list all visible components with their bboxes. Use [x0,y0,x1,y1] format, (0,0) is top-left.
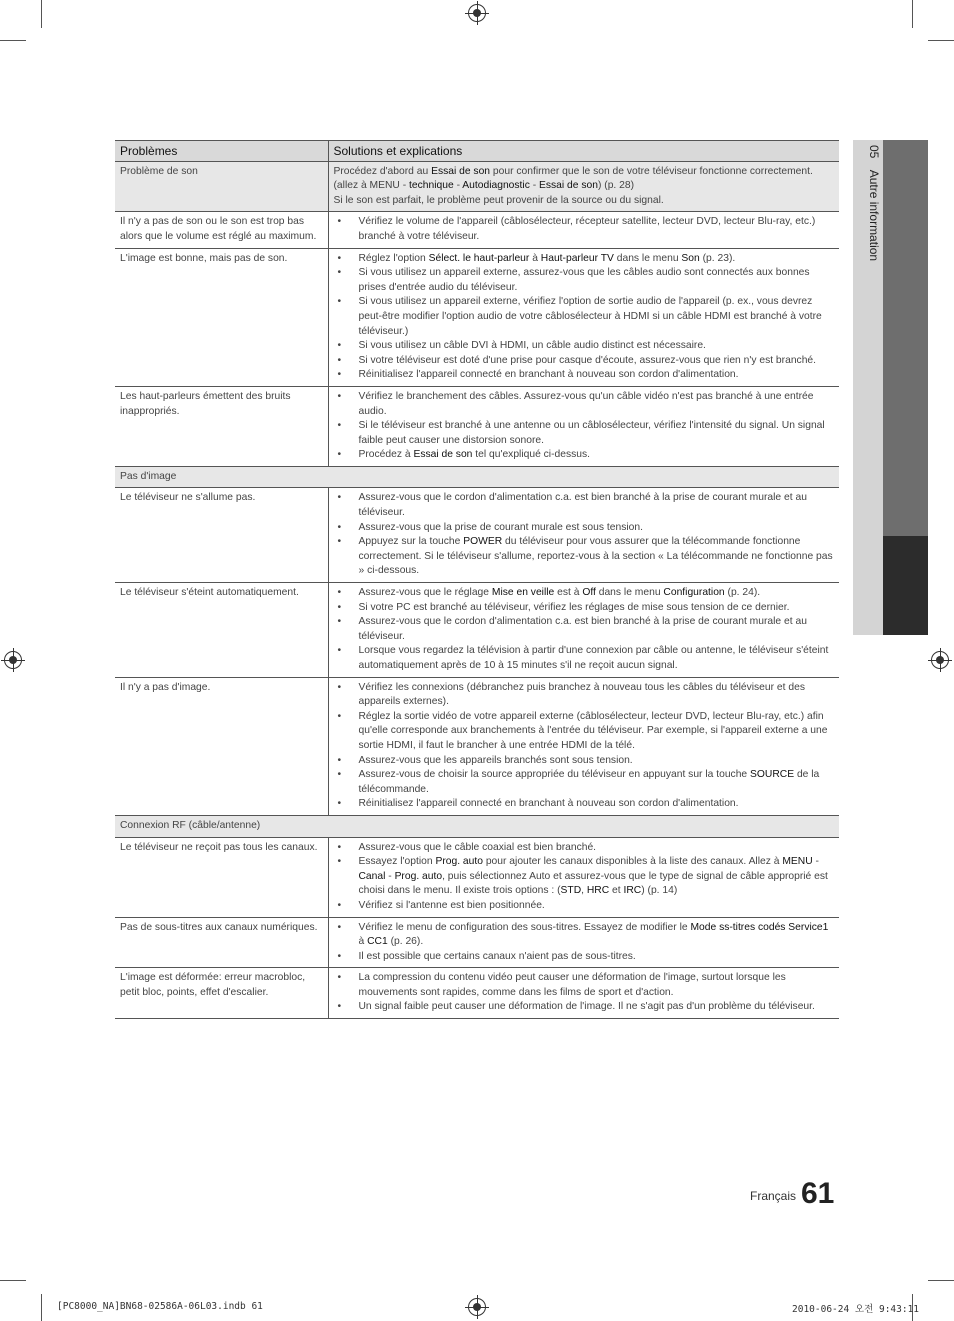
problem-cell: Les haut-parleurs émettent des bruits inappropriés. [115,386,328,466]
solution-bullet: • Procédez à Essai de son tel qu'expliqué ci-dessus. [334,448,834,463]
table-row [115,677,839,815]
problem-cell: Il n'y a pas d'image. [115,677,328,815]
solution-bullet: • Vérifiez si l'antenne est bien positionnée. [334,899,834,914]
solution-bullet: • Réglez l'option Sélect. le haut-parleur à Haut-parleur TV dans le menu Son (p. 23). [334,252,834,267]
solution-bullet: • Appuyez sur la touche POWER du téléviseur pour vous assurer que la télécommande fonctionne correctement. Si le téléviseur s'allume, reportez-vous à la section « La télécommande ne fonctionne pas » ci-dessous. [334,535,834,579]
crop-mark [0,1280,26,1281]
table-row [115,583,839,678]
solution-bullet: • Il est possible que certains canaux n'aient pas de sous-titres. [334,950,834,965]
page-number: 61 [801,1177,835,1210]
solution-bullet: • Essayez l'option Prog. auto pour ajouter les canaux disponibles à la liste des canaux. Allez à MENU - Canal - Prog. auto, puis sélectionnez Auto et assurez-vous que le type de signal de câble approprié est choisi dans le menu. Il existe trois options : (STD, HRC et IRC) (p. 14) [334,855,834,899]
section-row [115,815,839,837]
problem-cell: L'image est déformée: erreur macrobloc, petit bloc, points, effet d'escalier. [115,968,328,1019]
solution-cell [328,386,839,466]
header-solutions: Solutions et explications [328,141,839,162]
crop-mark [41,1294,42,1321]
solution-cell [328,212,839,248]
solution-bullet: • Assurez-vous de choisir la source appropriée du téléviseur en appuyant sur la touche SOURCE de la télécommande. [334,768,834,797]
solution-cell [328,917,839,968]
solution-bullet: • Vérifiez les connexions (débranchez puis branchez à nouveau tous les câbles du téléviseur et des appareils externes). [334,681,834,710]
table-row [115,917,839,968]
solution-text: Procédez d'abord au Essai de son pour confirmer que le son de votre téléviseur fonctionne correctement. (allez à MENU - technique - Autodiagnostic - Essai de son) (p. 28) [333,165,813,192]
table-row [115,837,839,917]
table-row [115,386,839,466]
problem-cell: Le téléviseur ne s'allume pas. [115,488,328,583]
table-header-row [115,141,839,162]
registration-mark-icon [4,651,22,669]
solution-bullet: • Assurez-vous que la prise de courant murale est sous tension. [334,521,834,536]
section-row [115,466,839,488]
table-row [115,212,839,248]
solution-bullet: • Vérifiez le branchement des câbles. Assurez-vous qu'un câble vidéo n'est pas branché à une entrée audio. [334,390,834,419]
footer-language: Français [750,1189,797,1203]
solution-cell [328,677,839,815]
solution-bullet: • Un signal faible peut causer une déformation de l'image. Il ne s'agit pas d'un problème du téléviseur. [334,1000,834,1015]
problem-cell: Problème de son [115,161,328,212]
crop-mark [912,0,913,28]
solution-bullet: • Si vous utilisez un appareil externe, assurez-vous que les câbles audio sont connectés aux bonnes prises d'entrée audio du téléviseur. [334,266,834,295]
solution-bullet: • La compression du contenu vidéo peut causer une déformation de l'image, surtout lorsque les mouvements sont rapides, comme dans les films de sport et d'action. [334,971,834,1000]
table-row [115,488,839,583]
solution-bullet: • Lorsque vous regardez la télévision à partir d'une connexion par câble ou antenne, le téléviseur s'éteint automatiquement après de 10 à 15 minutes s'il ne reçoit aucun signal. [334,644,834,673]
registration-mark-icon [931,651,949,669]
solution-bullet: • Si vous utilisez un appareil externe, vérifiez l'option de sortie audio de l'appareil (p. ex., vous devrez peut-être modifier l'option audio de votre câblosélecteur à HDMI si un câble HDMI est branché à votre téléviseur.) [334,295,834,339]
solution-bullet: • Si vous utilisez un câble DVI à HDMI, un câble audio distinct est nécessaire. [334,339,834,354]
solution-bullet: • Vérifiez le volume de l'appareil (câblosélecteur, récepteur satellite, lecteur DVD, lecteur Blu-ray, etc.) branché à votre téléviseur. [334,215,834,244]
table-row [115,161,839,212]
solution-bullet: • Si votre PC est branché au téléviseur, vérifiez les réglages de mise sous tension de ce dernier. [334,601,834,616]
crop-mark [0,40,26,41]
solution-cell [328,583,839,678]
crop-mark [41,0,42,28]
section-title: Autre information [867,169,881,262]
solution-bullet: • Assurez-vous que le réglage Mise en veille est à Off dans le menu Configuration (p. 24). [334,586,834,601]
solution-bullet: • Assurez-vous que le cordon d'alimentation c.a. est bien branché à la prise de courant murale et au téléviseur. [334,491,834,520]
solution-cell [328,968,839,1019]
imprint-date: 2010-06-24 오전 9:43:11 [792,1304,920,1315]
imprint-file: [PC8000_NA]BN68-02586A-06L03.indb 61 [57,1301,263,1312]
registration-mark-icon [468,1298,486,1316]
troubleshooting-table [115,140,839,1019]
solution-bullet: • Assurez-vous que le cordon d'alimentation c.a. est bien branché à la prise de courant murale et au téléviseur. [334,615,834,644]
solution-cell [328,488,839,583]
header-problems: Problèmes [115,141,328,162]
solution-bullet: • Assurez-vous que les appareils branchés sont sous tension. [334,754,834,769]
problem-cell: Pas de sous-titres aux canaux numériques. [115,917,328,968]
section-heading: Connexion RF (câble/antenne) [115,815,839,837]
table-row [115,248,839,386]
solution-cell [328,248,839,386]
section-tab-shade [883,140,928,536]
registration-mark-icon [468,4,486,22]
table-row [115,968,839,1019]
solution-bullet: • Vérifiez le menu de configuration des sous-titres. Essayez de modifier le Mode ss-titres codés Service1 à CC1 (p. 26). [334,921,834,950]
problem-cell: Il n'y a pas de son ou le son est trop bas alors que le volume est réglé au maximum. [115,212,328,248]
solution-bullet: • Réglez la sortie vidéo de votre appareil externe (câblosélecteur, lecteur DVD, lecteur Blu-ray, etc.) afin qu'elle corresponde aux branchements à l'entrée du téléviseur. Par exemple, si l'appareil externe a une sortie HDMI, il faut le brancher à une entrée HDMI de la télé. [334,710,834,754]
problem-cell: L'image est bonne, mais pas de son. [115,248,328,386]
section-heading: Pas d'image [115,466,839,488]
solution-bullet: • Réinitialisez l'appareil connecté en branchant à nouveau son cordon d'alimentation. [334,368,834,383]
section-tab-label [855,145,881,345]
solution-cell [328,161,839,212]
problem-cell: Le téléviseur s'éteint automatiquement. [115,583,328,678]
crop-mark [928,40,954,41]
solution-cell [328,837,839,917]
solution-bullet: • Si le téléviseur est branché à une antenne ou un câblosélecteur, vérifiez l'intensité du signal. Un signal faible peut causer une distorsion sonore. [334,419,834,448]
problem-cell: Le téléviseur ne reçoit pas tous les canaux. [115,837,328,917]
section-tab-marker [883,536,928,635]
solution-bullet: • Si votre téléviseur est doté d'une prise pour casque d'écoute, assurez-vous que rien n'y est branché. [334,354,834,369]
crop-mark [928,1280,954,1281]
section-number: 05 [867,145,881,159]
solution-text: Si le son est parfait, le problème peut provenir de la source ou du signal. [333,194,664,206]
solution-bullet: • Assurez-vous que le câble coaxial est bien branché. [334,841,834,856]
solution-bullet: • Réinitialisez l'appareil connecté en branchant à nouveau son cordon d'alimentation. [334,797,834,812]
